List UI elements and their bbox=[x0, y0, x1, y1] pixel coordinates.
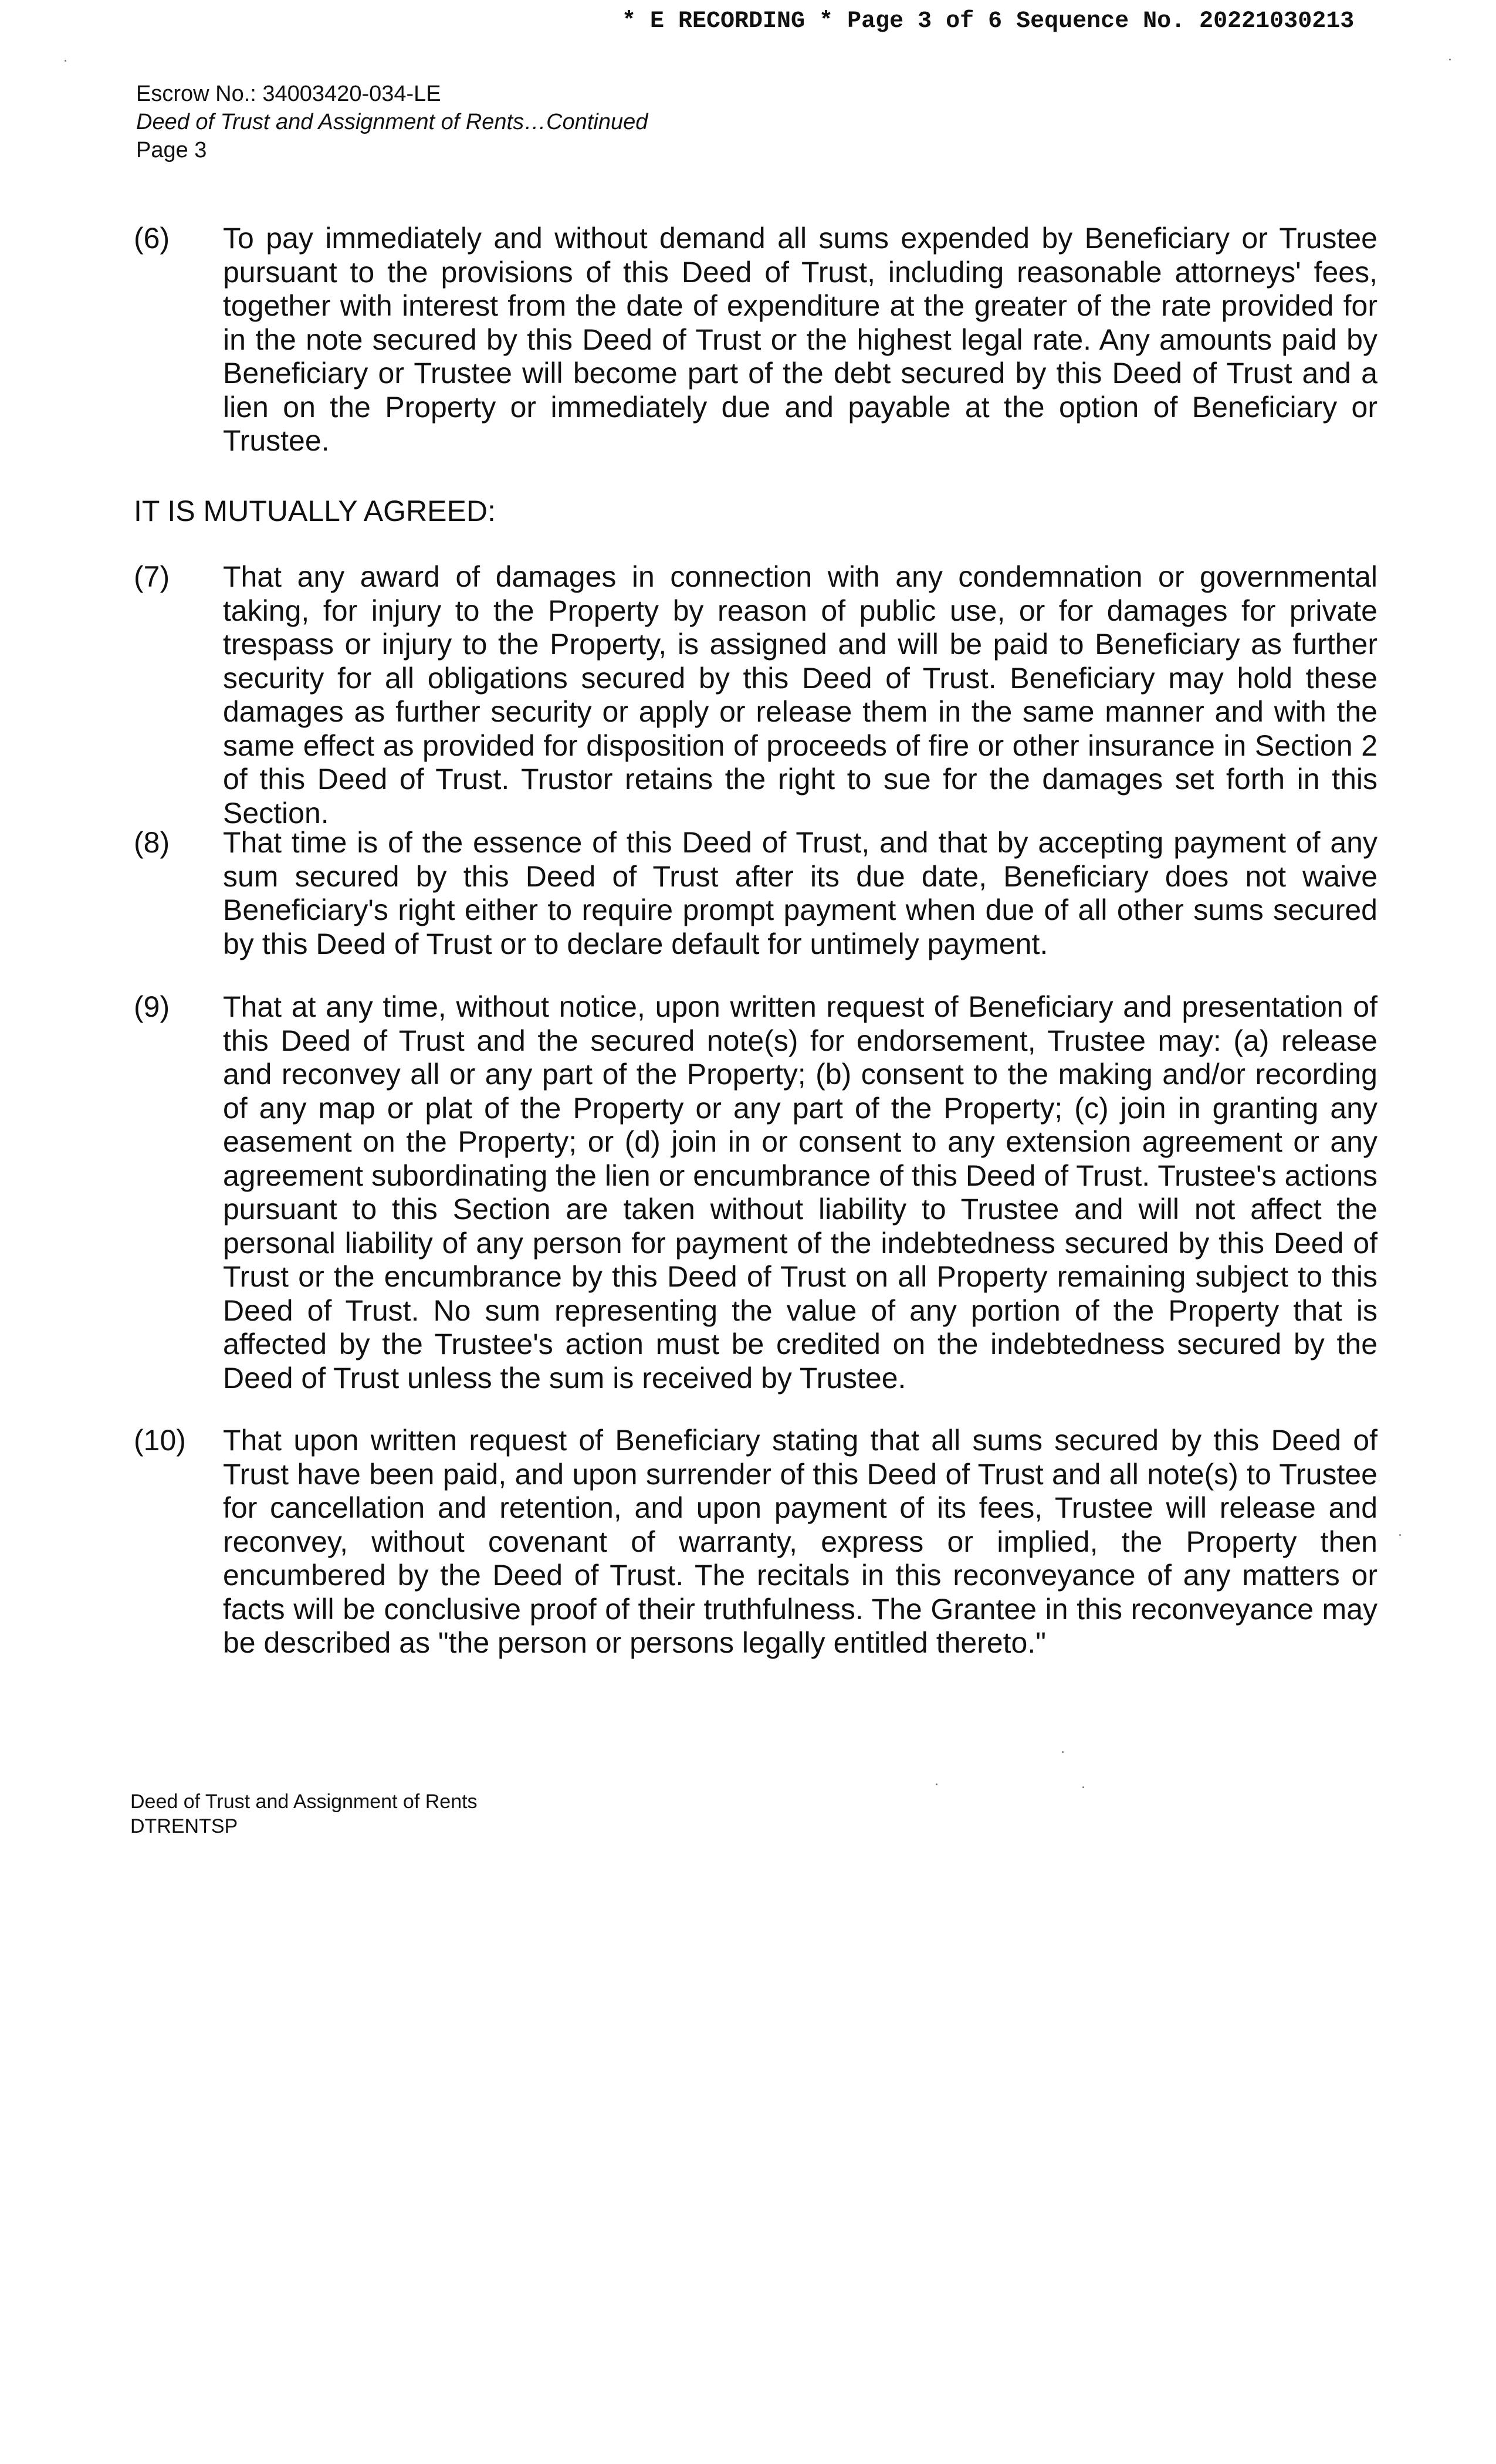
paragraph-9 bbox=[134, 990, 1377, 1395]
paragraph-8 bbox=[134, 826, 1377, 961]
recording-stamp: * E RECORDING * Page 3 of 6 Sequence No. 20221030213 bbox=[622, 8, 1355, 35]
paragraph-10 bbox=[134, 1424, 1377, 1660]
scan-speck bbox=[65, 60, 66, 62]
paragraph-text: To pay immediately and without demand all sums expended by Beneficiary or Trustee pursuant to the provisions of this Deed of Trust, including reasonable attorneys' fees, together with interest from the date of expenditure at the greater of the rate provided for in the note secured by this Deed of Trust or the highest legal rate. Any amounts paid by Beneficiary or Trustee will become part of the debt secured by this Deed of Trust and a lien on the Property or immediately due and payable at the option of Beneficiary or Trustee. bbox=[223, 222, 1377, 457]
scan-speck bbox=[1449, 59, 1451, 60]
footer-title: Deed of Trust and Assignment of Rents bbox=[130, 1791, 478, 1813]
paragraph-number: (7) bbox=[134, 560, 170, 593]
paragraph-text: That upon written request of Beneficiary stating that all sums secured by this Deed of Trust have been paid, and upon surrender of this Deed of Trust and all note(s) to Trustee for cancellation and retention, and upon payment of its fees, Trustee will release and reconvey, without covenant of warranty, express or implied, the Property then encumbered by the Deed of Trust. The recitals in this reconveyance of any matters or facts will be conclusive proof of their truthfulness. The Grantee in this reconveyance may be described as "the person or persons legally entitled thereto." bbox=[223, 1424, 1377, 1659]
paragraph-number: (8) bbox=[134, 826, 170, 859]
paragraph-text: That any award of damages in connection with any condemnation or governmental taking, for injury to the Property by reason of public use, or for damages for private trespass or injury to the Property, is assigned and will be paid to Beneficiary as further security for all obligations secured by this Deed of Trust. Beneficiary may hold these damages as further security or apply or release them in the same manner and with the same effect as provided for disposition of proceeds of fire or other insurance in Section 2 of this Deed of Trust. Trustor retains the right to sue for the damages set forth in this Section. bbox=[223, 560, 1377, 830]
paragraph-number: (9) bbox=[134, 990, 170, 1023]
document-footer bbox=[130, 1789, 478, 1839]
paragraph-6 bbox=[134, 222, 1377, 458]
mutually-agreed-heading: IT IS MUTUALLY AGREED: bbox=[134, 495, 496, 527]
escrow-number: Escrow No.: 34003420-034-LE bbox=[136, 82, 441, 106]
paragraph-text: That at any time, without notice, upon written request of Beneficiary and presentation of this Deed of Trust and the secured note(s) for endorsement, Trustee may: (a) release and reconvey all or any part of the Property; (b) consent to the making and/or recording of any map or plat of the Property or any part of the Property; (c) join in granting any easement on the Property; or (d) join in or consent to any extension agreement or any agreement subordinating the lien or encumbrance of this Deed of Trust. Trustee's actions pursuant to this Section are taken without liability to Trustee and will not affect the personal liability of any person for payment of the indebtedness secured by this Deed of Trust or the encumbrance by this Deed of Trust on all Property remaining subject to this Deed of Trust. No sum representing the value of any portion of the Property that is affected by the Trustee's action must be credited on the indebtedness secured by the Deed of Trust unless the sum is received by Trustee. bbox=[223, 990, 1377, 1395]
scan-speck bbox=[1082, 1786, 1084, 1788]
document-header bbox=[136, 80, 648, 164]
scan-speck bbox=[1399, 1534, 1401, 1536]
page-number: Page 3 bbox=[136, 138, 207, 163]
scan-speck bbox=[936, 1783, 937, 1785]
scan-speck bbox=[1062, 1751, 1064, 1753]
paragraph-number: (10) bbox=[134, 1424, 186, 1457]
footer-code: DTRENTSP bbox=[130, 1815, 238, 1837]
document-title: Deed of Trust and Assignment of Rents…Continued bbox=[136, 110, 648, 134]
paragraph-number: (6) bbox=[134, 222, 170, 255]
paragraph-7 bbox=[134, 560, 1377, 830]
paragraph-text: That time is of the essence of this Deed of Trust, and that by accepting payment of any sum secured by this Deed of Trust after its due date, Beneficiary does not waive Beneficiary's right either to require prompt payment when due of all other sums secured by this Deed of Trust or to declare default for untimely payment. bbox=[223, 826, 1377, 960]
